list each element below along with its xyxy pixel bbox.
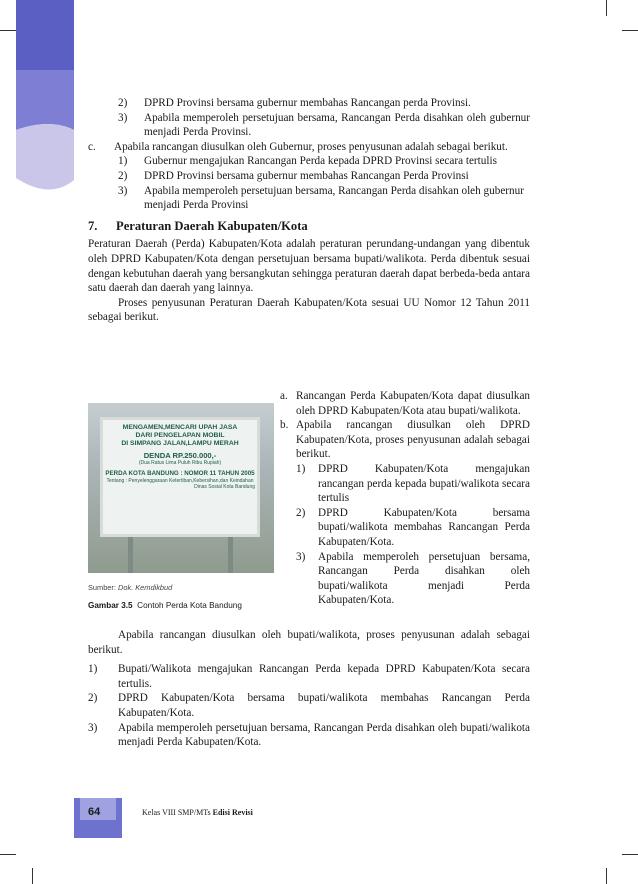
- list-item: 3) Apabila memperoleh persetujuan bersama, Rancangan Perda disahkan oleh gubernur menjadi Perda Provinsi: [118, 184, 524, 212]
- list-item-c: c. Apabila rancangan diusulkan oleh Gubernur, proses penyusunan adalah sebagai berikut.: [88, 140, 508, 153]
- figure-source: Sumber: Dok. Kemdikbud: [88, 583, 173, 592]
- paragraph: Proses penyusunan Peraturan Daerah Kabupaten/Kota sesuai UU Nomor 12 Tahun 2011 sebagai berikut.: [88, 296, 530, 324]
- crop-mark: [622, 30, 638, 31]
- sign-board: MENGAMEN,MENCARI UPAH JASA DARI PENGELAPAN MOBIL DI SIMPANG JALAN,LAMPU MERAH DENDA RP.250.000,- (Dua Ratus Lima Puluh Ribu Rupiah) PERDA KOTA BANDUNG : NOMOR 11 TAHUN 2005 Tentang : Penyelenggaraan Ketertiban,Kebersihan,dan Keindahan Dinas Sosial Kota Bandung: [100, 417, 260, 537]
- list-item-a: a. Rancangan Perda Kabupaten/Kota dapat diusulkan oleh DPRD Kabupaten/Kota atau bupati/walikota.: [280, 390, 530, 417]
- footer-text: Kelas VIII SMP/MTs Edisi Revisi: [142, 808, 253, 817]
- figure-caption: Gambar 3.5 Contoh Perda Kota Bandung: [88, 601, 242, 610]
- paragraph: Peraturan Daerah (Perda) Kabupaten/Kota adalah peraturan perundang-undangan yang dibentuk oleh DPRD Kabupaten/Kota dengan persetujuan bersama bupati/walikota. Perda dibentuk sesuai dengan kebutuhan daerah yang bersangkutan sehingga peraturan daerah dapat berbeda-beda antara satu daerah dan daerah yang lainnya.: [88, 238, 530, 295]
- crop-mark: [622, 854, 638, 855]
- sign-pole: [228, 537, 233, 573]
- sign-photo: [88, 403, 274, 573]
- list-item-b: b. Apabila rancangan diusulkan oleh DPRD Kabupaten/Kota, proses penyusunan adalah sebagai berikut.: [280, 419, 530, 461]
- section-heading: 7. Peraturan Daerah Kabupaten/Kota: [88, 218, 308, 233]
- crop-mark: [606, 0, 607, 16]
- list-item: 1) Bupati/Walikota mengajukan Rancangan Perda kepada DPRD Kabupaten/Kota secara tertulis.: [88, 663, 530, 690]
- top-content: [88, 96, 530, 325]
- list-item: 3) Apabila memperoleh persetujuan bersama, Rancangan Perda disahkan oleh bupati/walikota menjadi Perda Kabupaten/Kota.: [88, 721, 530, 749]
- page-number: 64: [88, 806, 101, 818]
- list-item: 2) DPRD Provinsi bersama gubernur membahas Rancangan perda Provinsi.: [118, 97, 471, 109]
- right-column: [280, 389, 530, 608]
- bottom-content: [88, 628, 530, 750]
- list-item: 1) Gubernur mengajukan Rancangan Perda kepada DPRD Provinsi secara tertulis: [118, 155, 497, 168]
- decorative-side-band: [0, 0, 74, 200]
- list-item: 3) Apabila memperoleh persetujuan bersama, Rancangan Perda disahkan oleh gubernur menjadi Perda Provinsi.: [118, 111, 530, 139]
- crop-mark: [606, 868, 607, 884]
- crop-mark: [0, 854, 16, 855]
- figure: [88, 403, 274, 610]
- list-item: 3) Apabila memperoleh persetujuan bersama, Rancangan Perda disahkan oleh bupati/walikota menjadi Perda Kabupaten/Kota.: [296, 550, 530, 607]
- sign-pole: [128, 537, 133, 573]
- crop-mark: [32, 868, 33, 884]
- list-item: 2) DPRD Kabupaten/Kota bersama bupati/walikota membahas Rancangan Perda Kabupaten/Kota.: [296, 506, 530, 548]
- footer-band: [0, 798, 638, 838]
- paragraph: Apabila rancangan diusulkan oleh bupati/walikota, proses penyusunan adalah sebagai berikut.: [88, 629, 530, 656]
- list-item: 2) DPRD Provinsi bersama gubernur membahas Rancangan Perda Provinsi: [118, 169, 469, 182]
- list-item: 2) DPRD Kabupaten/Kota bersama bupati/walikota membahas Rancangan Perda Kabupaten/Kota.: [88, 692, 530, 719]
- list-item: 1) DPRD Kabupaten/Kota mengajukan rancangan perda kepada bupati/walikota secara tertulis: [296, 462, 530, 505]
